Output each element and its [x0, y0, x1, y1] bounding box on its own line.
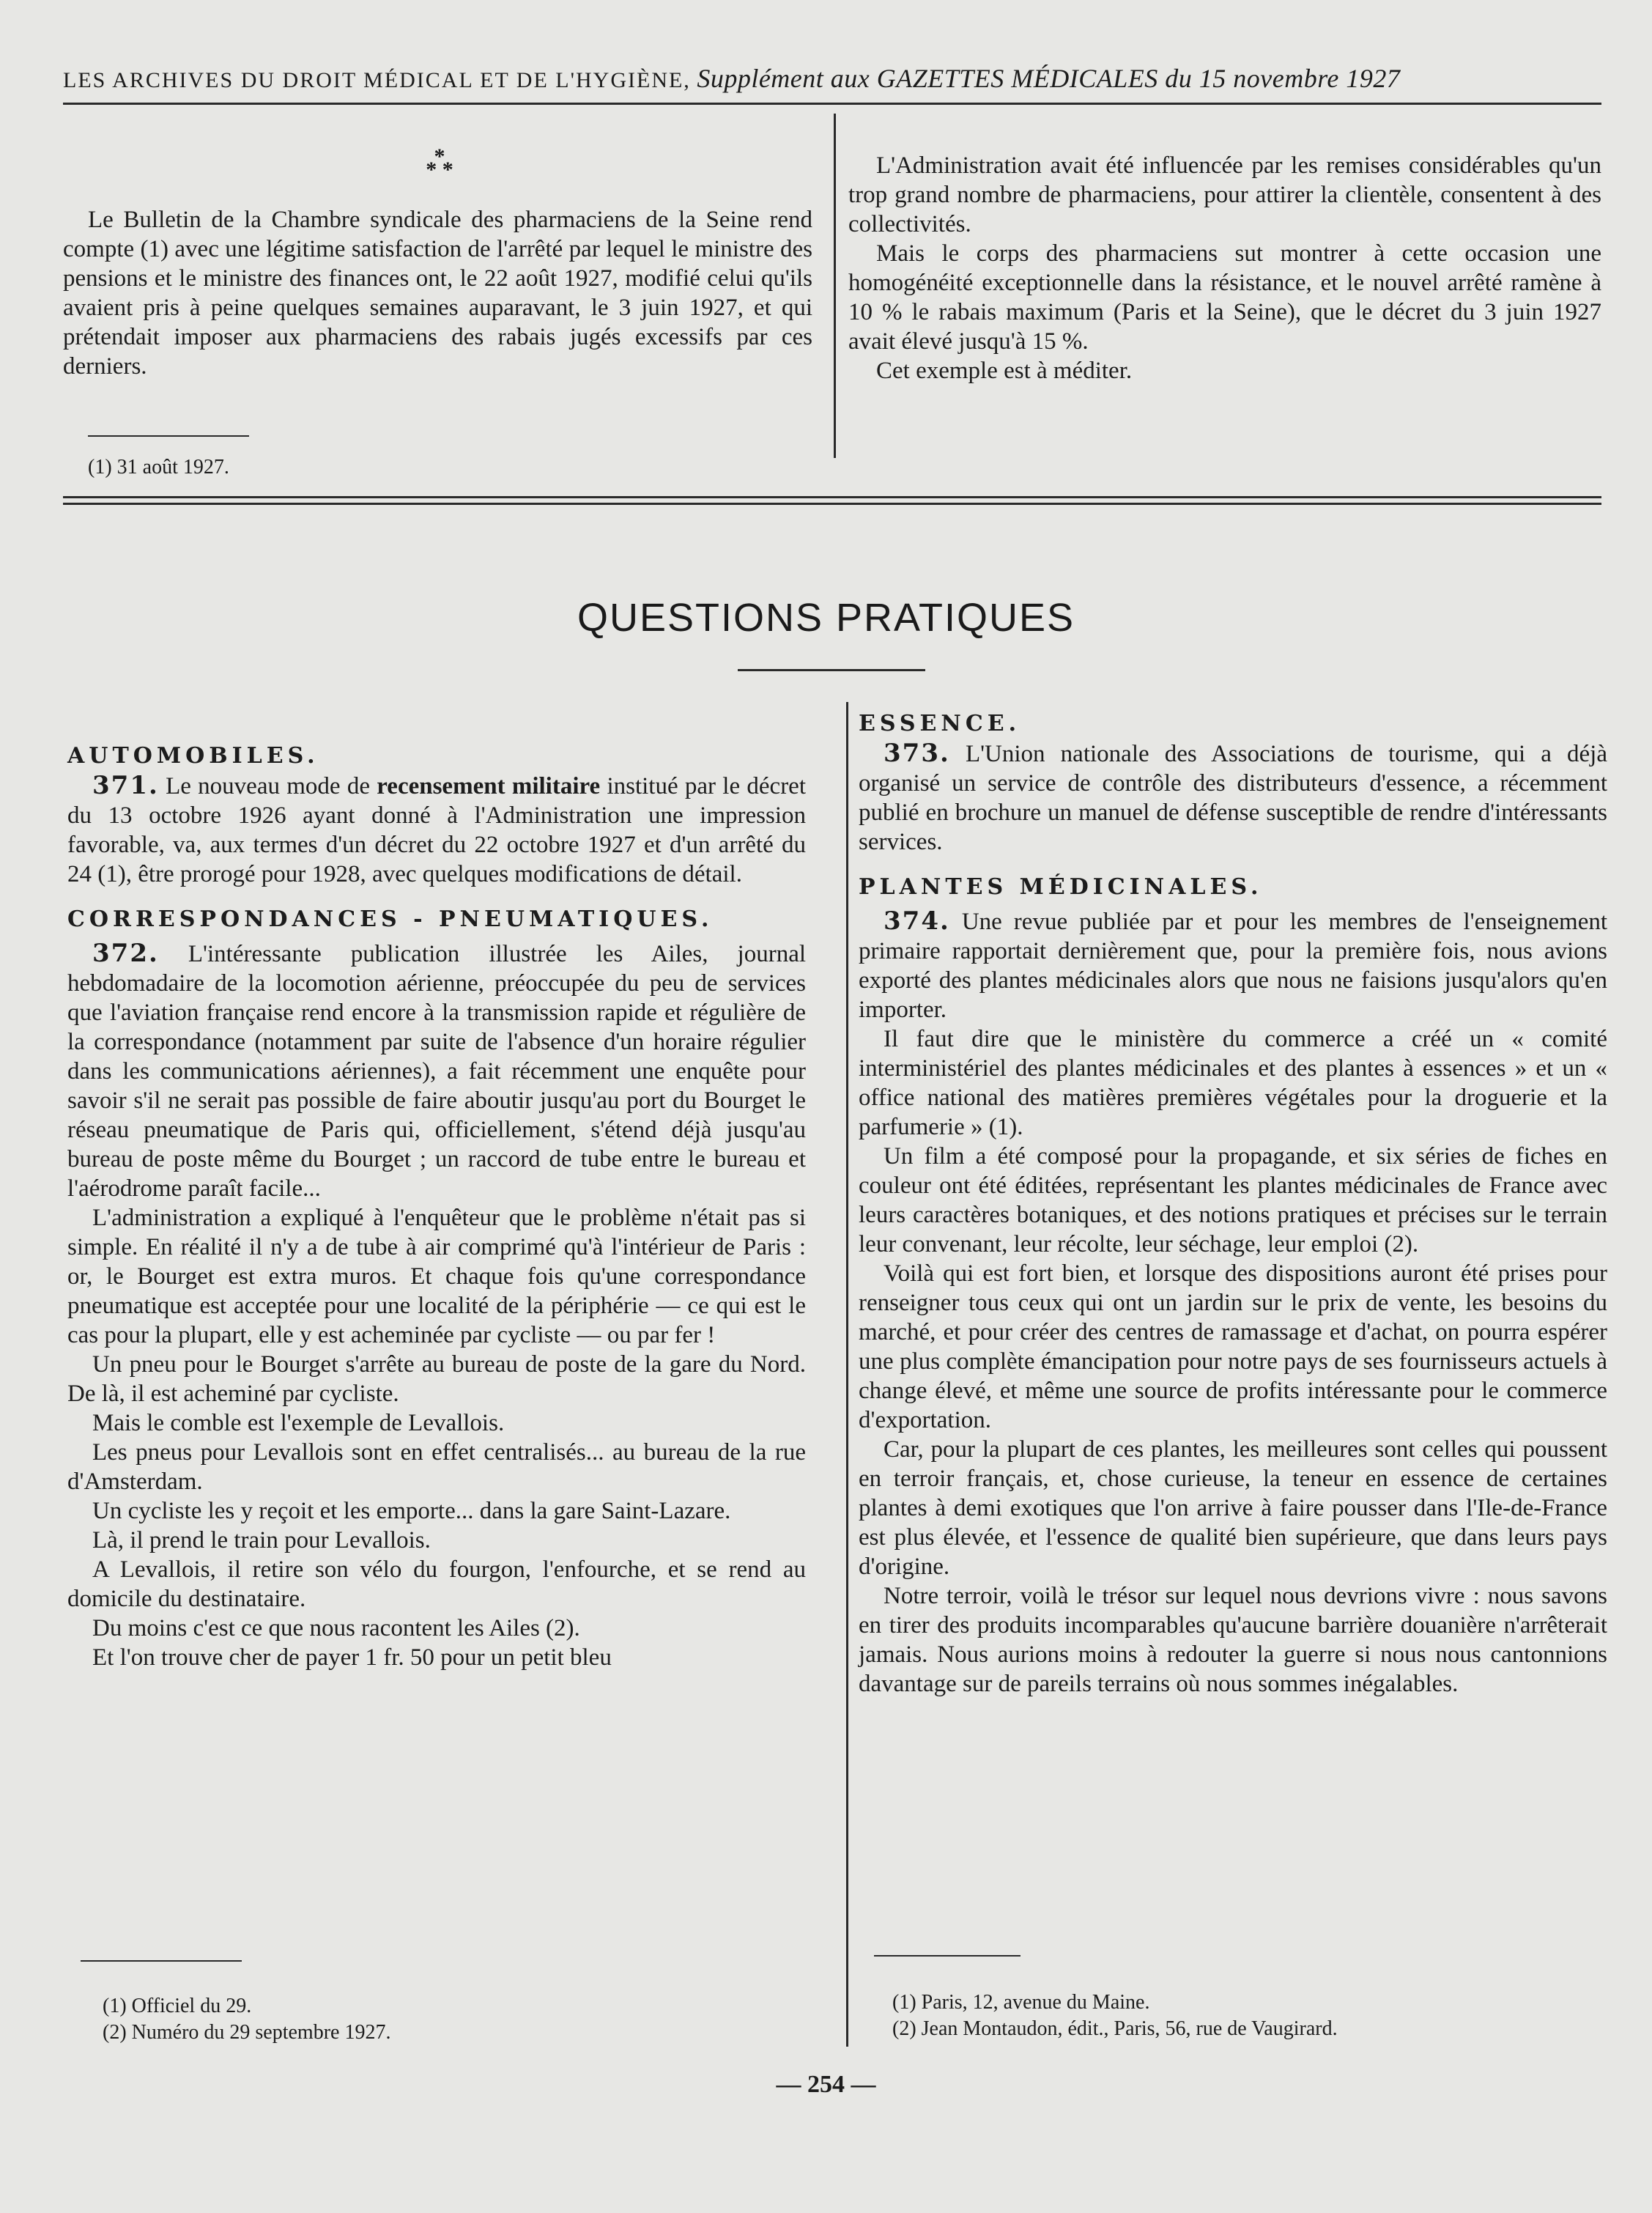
item-number-373: 373.	[884, 739, 950, 768]
paragraph: Car, pour la plupart de ces plantes, les meilleures sont celles qui poussent en terroir français, et, chose curieuse, la teneur en essence de certaines plantes à demi exotiques que l'on arrive à faire pousser dans l'Ile-de-France est plus élevée, et l'essence de qualité bien supérieure, que dans leurs pays d'origine.	[859, 1436, 1607, 1580]
journal-name: LES ARCHIVES DU DROIT MÉDICAL ET DE L'HYGIÈNE,	[63, 68, 691, 92]
right-column	[859, 709, 1607, 1699]
section-double-rule-bottom	[63, 503, 1601, 505]
item-374: 374. Une revue publiée par et pour les membres de l'enseignement primaire rapportait dernièrement que, pour la première fois, nous avions exporté des plantes médicinales alors que nous ne faisions jusqu'alors qu'en importer.	[859, 906, 1608, 1023]
item-373: 373. L'Union nationale des Associations de tourisme, qui a déjà organisé un service de contrôle des distributeurs d'essence, a récemment publié en brochure un manuel de défense susceptible de rendre d'intéressants services.	[859, 739, 1608, 855]
rubric-essence: ESSENCE.	[859, 711, 1021, 736]
footnote: (2) Jean Montaudon, édit., Paris, 56, rue de Vaugirard.	[892, 2017, 1338, 2040]
paragraph: L'administration a expliqué à l'enquêteur que le problème n'était pas si simple. En réalité il n'y a de tube à air comprimé qu'à l'intérieur de Paris : or, le Bourget est extra muros. Et chaque fois qu'une correspondance pneumatique est acceptée pour une localité de la périphérie — ce qui est le cas pour la plupart, elle y est acheminée par cycliste — ou par fer !	[67, 1205, 806, 1348]
paragraph: Un film a été composé pour la propagande, et six séries de fiches en couleur ont été éditées, représentant les plantes médicinales de France avec leurs caractères botaniques, et des notions pratiques et précises sur le terrain leur convenant, leur récolte, leur séchage, leur emploi (2).	[859, 1143, 1607, 1257]
item-371: 371. Le nouveau mode de recensement militaire institué par le décret du 13 octobre 1926 ayant donné à l'Administration une impression favorable, va, aux termes d'un décret du 22 octobre 1927 et d'un arrêté du 24 (1), être prorogé pour 1928, avec quelques modifications de détail.	[67, 771, 806, 887]
section-title: QUESTIONS PRATIQUES	[577, 596, 1075, 640]
top-left-footnote: (1) 31 août 1927.	[88, 456, 229, 479]
title-underline	[738, 669, 925, 671]
resistance-paragraph: Mais le corps des pharmaciens sut montrer à cette occasion une homogénéité exceptionnelle dans la résistance, et le nouvel arrêté ramène à 10 % le rabais maximum (Paris et la Seine), que le décret du 3 juin 1927 avait élevé jusqu'à 15 %.	[848, 240, 1601, 355]
paragraph: Il faut dire que le ministère du commerce a créé un « comité interministériel des plantes médicinales et des plantes à essences » et un « office national des matières premières végétales pour la droguerie et la parfumerie » (1).	[859, 1026, 1607, 1140]
paragraph: Notre terroir, voilà le trésor sur lequel nous devrions vivre : nous savons en tirer des produits incomparables qu'aucune barrière douanière n'arrêterait jamais. Nous aurions moins à redouter la guerre si nous nous cantonnions davantage sur de pareils terrains où nous sommes inégalables.	[859, 1583, 1607, 1697]
paragraph: A Levallois, il retire son vélo du fourgon, l'enfourche, et se rend au domicile du destinataire.	[67, 1556, 806, 1612]
asterism: * * *	[426, 144, 453, 182]
top-right-column	[848, 151, 1601, 385]
supplement-line: Supplément aux GAZETTES MÉDICALES du 15 novembre 1927	[697, 64, 1401, 93]
rubric-automobiles: AUTOMOBILES.	[67, 743, 319, 769]
rubric-plantes-medicinales: PLANTES MÉDICINALES.	[859, 874, 1263, 900]
item-number-372: 372.	[92, 939, 159, 968]
paragraph: Un cycliste les y reçoit et les emporte... dans la gare Saint-Lazare.	[92, 1498, 731, 1524]
running-header	[63, 63, 1601, 100]
footnote: (2) Numéro du 29 septembre 1927.	[103, 2021, 391, 2044]
left-column	[67, 742, 806, 1672]
paragraph: Et l'on trouve cher de payer 1 fr. 50 pour un petit bleu	[92, 1644, 612, 1671]
footnote: (1) Paris, 12, avenue du Maine.	[892, 1991, 1150, 2014]
pharmacists-paragraph: Le Bulletin de la Chambre syndicale des pharmaciens de la Seine rend compte (1) avec une légitime satisfaction de l'arrêté par lequel le ministre des pensions et le ministre des finances ont, le 22 août 1927, modifié celui qu'ils avaient pris à peine quelques semaines auparavant, le 3 juin 1927, et qui prétendait imposer aux pharmaciens des rabais jugés excessifs par ces derniers.	[63, 207, 812, 380]
header-rule	[63, 103, 1601, 105]
right-notes-rule	[874, 1955, 1021, 1957]
column-divider	[846, 702, 848, 2047]
footnote: (1) Officiel du 29.	[103, 1995, 252, 2017]
right-footnotes	[892, 1990, 1338, 2042]
item-number-374: 374.	[884, 906, 950, 936]
section-double-rule-top	[63, 496, 1601, 498]
left-footnotes	[103, 1993, 390, 2046]
left-notes-rule	[81, 1960, 242, 1962]
paragraph: Les pneus pour Levallois sont en effet centralisés... au bureau de la rue d'Amsterdam.	[67, 1439, 806, 1495]
page-number: — 254 —	[776, 2071, 876, 2098]
paragraph: Du moins c'est ce que nous racontent les Ailes (2).	[92, 1615, 580, 1641]
rubric-pneumatiques: CORRESPONDANCES - PNEUMATIQUES.	[67, 906, 714, 932]
paragraph: Un pneu pour le Bourget s'arrête au bureau de poste de la gare du Nord. De là, il est acheminé par cycliste.	[67, 1351, 806, 1407]
recensement-militaire: recensement militaire	[377, 773, 601, 799]
mediter-paragraph: Cet exemple est à méditer.	[876, 358, 1133, 384]
top-left-column	[63, 205, 812, 381]
paragraph: Voilà qui est fort bien, et lorsque des dispositions auront été prises pour renseigner tous ceux qui ont un jardin sur le prix de vente, les besoins du marché, et pour créer des centres de ramassage et d'achat, on pourra espérer une plus complète émancipation pour notre pays de ses fournisseurs actuels à change élevé, et même une source de profits intéressante pour le commerce d'exportation.	[859, 1260, 1607, 1433]
paragraph: Là, il prend le train pour Levallois.	[92, 1527, 431, 1553]
top-column-divider	[834, 114, 836, 458]
item-372: 372. L'intéressante publication illustrée les Ailes, journal hebdomadaire de la locomotion aérienne, préoccupée du peu de services que l'aviation française rend encore à la transmission rapide et régulière de la correspondance (notamment par suite de l'absence d'un horaire régulier dans les communications aériennes), a fait récemment une enquête pour savoir s'il ne serait pas possible de faire aboutir jusqu'au port du Bourget le réseau pneumatique de Paris qui, officiellement, s'étend déjà jusqu'au bureau de poste même du Bourget ; un raccord de tube entre le bureau et l'aérodrome paraît facile...	[67, 939, 807, 1202]
administration-paragraph: L'Administration avait été influencée par les remises considérables qu'un trop grand nombre de pharmaciens, pour attirer la clientèle, consentent à des collectivités.	[848, 152, 1601, 237]
item-number-371: 371.	[92, 771, 159, 800]
top-left-note-rule	[88, 435, 249, 437]
paragraph: Mais le comble est l'exemple de Levallois.	[92, 1410, 505, 1436]
